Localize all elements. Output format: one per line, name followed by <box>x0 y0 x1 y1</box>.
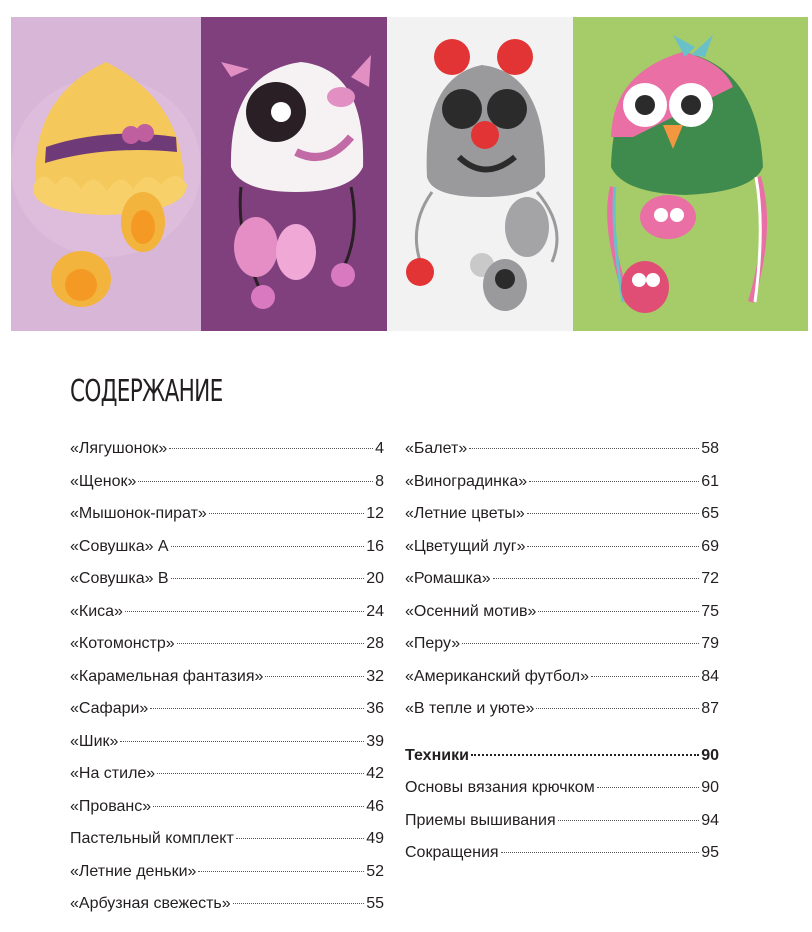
toc-entry[interactable] <box>70 661 384 694</box>
toc-entry-page: 79 <box>701 635 719 652</box>
toc-entry-page: 24 <box>366 602 384 620</box>
toc-entry-title: «Киса» <box>70 602 123 620</box>
toc-entry-title: «Американский футбол» <box>405 667 589 685</box>
toc-entry-page: 84 <box>701 667 719 685</box>
dot-leader <box>209 513 364 514</box>
toc-entry-title: «Летние цветы» <box>405 505 525 522</box>
owl-hat-photo <box>573 17 808 331</box>
toc-entry-page: 87 <box>701 700 719 717</box>
toc-entry-title: Сокращения <box>405 844 499 861</box>
photo-strip <box>11 17 808 331</box>
toc-entry-title: «Карамельная фантазия» <box>70 667 264 685</box>
toc-entry-page: 49 <box>366 830 384 847</box>
toc-entry-page: 52 <box>366 862 384 880</box>
toc-entry[interactable] <box>70 888 384 921</box>
section-gap <box>405 726 719 740</box>
page-title: СОДЕРЖАНИЕ <box>70 374 223 409</box>
toc-section-techniques[interactable] <box>405 740 719 773</box>
toc-entry[interactable] <box>70 498 384 531</box>
toc-entry-title: «Осенний мотив» <box>405 602 537 620</box>
dot-leader <box>529 481 699 482</box>
toc-entry-title: «Котомонстр» <box>70 635 175 652</box>
yellow-hat-photo <box>11 17 201 331</box>
toc-entry-page: 69 <box>701 537 719 555</box>
toc-entry-page: 32 <box>366 667 384 685</box>
toc-entry-page: 39 <box>366 732 384 750</box>
dot-leader <box>157 773 364 774</box>
dot-leader <box>501 852 700 853</box>
toc-entry-title: «Балет» <box>405 440 468 457</box>
dot-leader <box>171 578 365 579</box>
toc-entry-title: «Мышонок-пират» <box>70 505 207 522</box>
dot-leader <box>493 578 700 579</box>
toc-entry[interactable] <box>70 433 384 466</box>
toc-entry[interactable] <box>405 693 719 726</box>
dot-leader <box>265 676 364 677</box>
toc-entry-page: 90 <box>701 779 719 796</box>
toc-entry[interactable] <box>405 772 719 805</box>
dot-leader <box>153 806 364 807</box>
dot-leader <box>469 448 699 449</box>
dot-leader <box>236 838 364 839</box>
dot-leader <box>120 741 364 742</box>
dot-leader <box>558 820 700 821</box>
toc-entry-title: «Летние деньки» <box>70 862 197 880</box>
toc-entry[interactable] <box>70 823 384 856</box>
mouse-hat-photo <box>387 17 573 331</box>
dot-leader <box>471 754 699 756</box>
toc-entry-title: Техники <box>405 746 469 764</box>
toc-entry[interactable] <box>70 758 384 791</box>
dot-leader <box>527 513 699 514</box>
toc-entry-title: Пастельный комплект <box>70 830 234 847</box>
toc-entry[interactable] <box>405 466 719 499</box>
toc-entry[interactable] <box>405 433 719 466</box>
toc-entry-title: Основы вязания крючком <box>405 779 595 796</box>
toc-entry-page: 20 <box>366 570 384 587</box>
toc-entry[interactable] <box>405 563 719 596</box>
toc-entry-title: «Совушка» В <box>70 570 169 587</box>
toc-entry-page: 4 <box>375 440 384 457</box>
toc-entry-page: 55 <box>366 895 384 912</box>
dot-leader <box>536 708 699 709</box>
owl-hat-illustration <box>573 17 808 331</box>
toc-entry-title: «Лягушонок» <box>70 440 168 457</box>
toc-entry-title: «Цветущий луг» <box>405 537 526 555</box>
toc-entry[interactable] <box>70 791 384 824</box>
toc-entry[interactable] <box>405 596 719 629</box>
yellow-hat-illustration <box>11 17 201 331</box>
toc-entry-page: 42 <box>366 765 384 782</box>
toc-entry-title: Приемы вышивания <box>405 811 556 829</box>
dot-leader <box>171 546 365 547</box>
toc-entry[interactable] <box>70 726 384 759</box>
toc-entry-page: 65 <box>701 505 719 522</box>
dot-leader <box>462 643 699 644</box>
toc-entry-page: 94 <box>701 811 719 829</box>
toc-entry-title: «Ромашка» <box>405 570 491 587</box>
dot-leader <box>538 611 699 612</box>
dot-leader <box>125 611 364 612</box>
toc-right-column <box>405 433 719 870</box>
toc-entry[interactable] <box>405 498 719 531</box>
toc-entry[interactable] <box>70 531 384 564</box>
toc-entry-title: «На стиле» <box>70 765 156 782</box>
toc-entry-page: 8 <box>375 472 384 490</box>
toc-entry-page: 36 <box>366 700 384 717</box>
toc-entry[interactable] <box>405 837 719 870</box>
toc-entry[interactable] <box>405 661 719 694</box>
toc-entry-page: 12 <box>366 505 384 522</box>
dot-leader <box>138 481 373 482</box>
toc-entry[interactable] <box>70 856 384 889</box>
toc-entry-page: 95 <box>701 844 719 861</box>
toc-entry-page: 58 <box>701 440 719 457</box>
toc-entry-title: «Щенок» <box>70 472 137 490</box>
dot-leader <box>597 787 700 788</box>
toc-entry-title: «В тепле и уюте» <box>405 700 535 717</box>
toc-entry-title: «Совушка» А <box>70 537 169 555</box>
toc-left-column <box>70 433 384 921</box>
toc-entry-title: «Шик» <box>70 732 119 750</box>
dot-leader <box>177 643 365 644</box>
toc-entry-title: «Перу» <box>405 635 461 652</box>
cow-hat-photo <box>201 17 387 331</box>
toc-entry-page: 46 <box>366 797 384 815</box>
toc-entry[interactable] <box>70 466 384 499</box>
toc-entry[interactable] <box>70 693 384 726</box>
toc-entry-title: «Виноградинка» <box>405 472 528 490</box>
toc-entry-page: 75 <box>701 602 719 620</box>
toc-entry-page: 28 <box>366 635 384 652</box>
toc-entry-page: 61 <box>701 472 719 490</box>
mouse-hat-illustration <box>387 17 573 331</box>
toc-entry[interactable] <box>405 805 719 838</box>
toc-entry-title: «Сафари» <box>70 700 149 717</box>
toc-entry-page: 16 <box>366 537 384 555</box>
toc-entry[interactable] <box>405 531 719 564</box>
toc-entry-title: «Арбузная свежесть» <box>70 895 231 912</box>
toc-entry[interactable] <box>405 628 719 661</box>
toc-entry[interactable] <box>70 596 384 629</box>
dot-leader <box>150 708 364 709</box>
dot-leader <box>198 871 364 872</box>
toc-entry[interactable] <box>70 563 384 596</box>
dot-leader <box>169 448 373 449</box>
toc-entry-title: «Прованс» <box>70 797 152 815</box>
dot-leader <box>233 903 365 904</box>
toc-entry-page: 90 <box>701 746 719 764</box>
dot-leader <box>591 676 699 677</box>
toc-entry-page: 72 <box>701 570 719 587</box>
dot-leader <box>527 546 699 547</box>
toc-entry[interactable] <box>70 628 384 661</box>
cow-hat-illustration <box>201 17 387 331</box>
